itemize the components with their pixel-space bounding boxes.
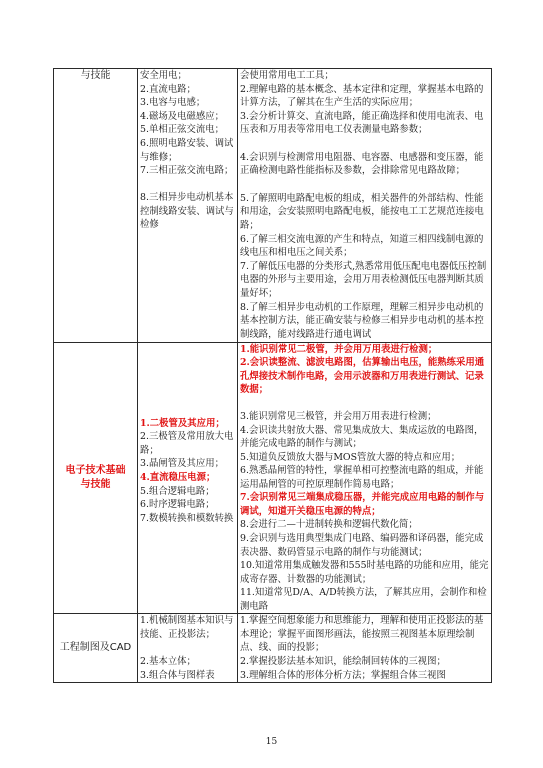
unit-item: 3.组合体与图样表 [140,669,215,681]
requirement-item: 6.熟悉晶闸管的特性，掌握单相可控整流电路的组成，并能运用晶闸管的可控原理制作简易电路； [240,465,484,490]
requirement-item: 4.会识读共射放大器、常见集成放大、集成运放的电路图，并能完成电路的制作与测试； [240,424,484,450]
requirement-item: 5.了解照明电路配电板的组成，相关器件的外部结构、性能和用途，会安装照明电路配电板，能按电工工艺规范连接电路； [240,192,484,231]
requirement-item: 10.知道常用集成触发器和555时基电路的功能和应用，能完成寄存器、计数器的功能测试； [240,559,489,585]
unit-item: 4.直流稳压电源； [140,471,216,483]
requirement-item: 3.理解组合体的形体分析方法；掌握组合体三视图 [240,669,446,681]
requirement-item: 8.会进行二—十进制转换和逻辑代数化简； [240,519,418,531]
unit-item: 1.机械制图基本知识与技能、正投影法； [140,614,234,640]
page-number: 15 [265,737,278,747]
unit-item: 3.电容与电感； [140,97,206,109]
units-cell [138,342,238,613]
requirement-item: 2.会识读整流、滤波电路图，估算输出电压，能熟练采用通孔焊接技术制作电路，会用示波器和万用表进行测试、记录数据； [240,357,485,396]
course-name: 与技能 [80,70,111,81]
unit-item: 8.三相异步电动机基本控制线路安装、调试与检修 [140,191,234,231]
course-name-line-2: 与技能 [80,478,111,490]
requirement-item: 3.会分析计算交、直流电路，能正确选择和使用电流表、电压表和万用表等常用电工仪表测量电路参数； [240,110,484,136]
unit-item: 6.照明电路安装、调试与维修； [140,137,234,163]
course-name: 工程制图及CAD [59,642,132,654]
requirement-item: 6.了解三相交流电源的产生和特点，知道三相四线制电源的线电压和相电压之间关系； [240,233,484,259]
requirement-item: 3.能识别常见三极管，并会用万用表进行检测； [240,411,437,423]
requirement-item: 2.理解电路的基本概念、基本定律和定理，掌握基本电路的计算方法，了解其在生产生活的实际应用； [240,83,484,109]
course-cell [54,69,138,343]
requirement-item: 9.会识别与选用典型集成门电路、编码器和译码器，能完成表决器、数码管显示电路的制作与功能测试； [240,532,484,558]
unit-item: 2.三极管及常用放大电路； [140,431,234,456]
table-row [54,613,492,682]
units-cell [138,613,238,682]
course-cell [54,342,138,613]
requirement-item: 4.会识别与检测常用电阻器、电容器、电感器和变压器，能正确检测电路性能指标及参数，会排除常见电路故障； [240,151,484,177]
curriculum-table [53,68,492,683]
unit-item: 2.基本立体； [140,655,196,667]
unit-item: 7.数模转换和模数转换 [140,512,234,524]
requirement-item: 1.能识别常见二极管，并会用万用表进行检测； [240,343,438,355]
unit-item: 1.二极管及其应用； [140,417,225,429]
requirement-item: 会使用常用电工工具； [240,70,334,81]
unit-item: 7.三相正弦交流电路； [140,164,234,176]
requirement-item: 7.了解低压电器的分类形式,熟悉常用低压配电电器低压控制电器的外形与主要用途，会用万用表检测低压电器判断其质量好坏； [240,260,487,299]
table-row [54,69,492,343]
unit-item: 4.磁场及电磁感应； [140,110,224,122]
unit-item: 3.晶闸管及其应用； [140,458,224,470]
unit-item: 安全用电； [140,70,187,81]
requirement-item: 2.掌握投影法基本知识，能绘制回转体的三视图； [240,655,446,667]
requirement-item: 5.知道负反馈放大器与MOS管放大器的特点和应用； [240,451,461,463]
unit-item: 5.单相正弦交流电； [140,124,224,136]
unit-item: 6.时序逻辑电路； [140,499,215,511]
units-cell [138,69,238,343]
course-cell [54,613,138,682]
requirement-item: 1.掌握空间想象能力和思维能力，理解和使用正投影法的基本理论；掌握平面图形画法，能按照三视图基本原理绘制点、线、面的投影； [240,614,484,654]
unit-item: 2.直流电路； [140,83,196,95]
requirement-item: 8.了解三相异步电动机的工作原理，理解三相异步电动机的基本控制方法，能正确安装与检修三相异步电动机的基本控制线路，能对线路进行通电调试 [240,301,484,340]
requirements-cell [238,613,492,682]
unit-item: 5.组合逻辑电路； [140,485,215,497]
requirement-item: 7.会识别常见三端集成稳压器，并能完成应用电路的制作与调试，知道开关稳压电源的特点； [240,492,485,517]
course-name: 电子技术基础 [65,464,126,476]
table-row [54,342,492,613]
requirements-cell [238,342,492,613]
requirements-cell [238,69,492,343]
requirement-item: 11.知道常见D/A、A/D转换方法，了解其应用，会制作和检测电路 [240,586,487,612]
